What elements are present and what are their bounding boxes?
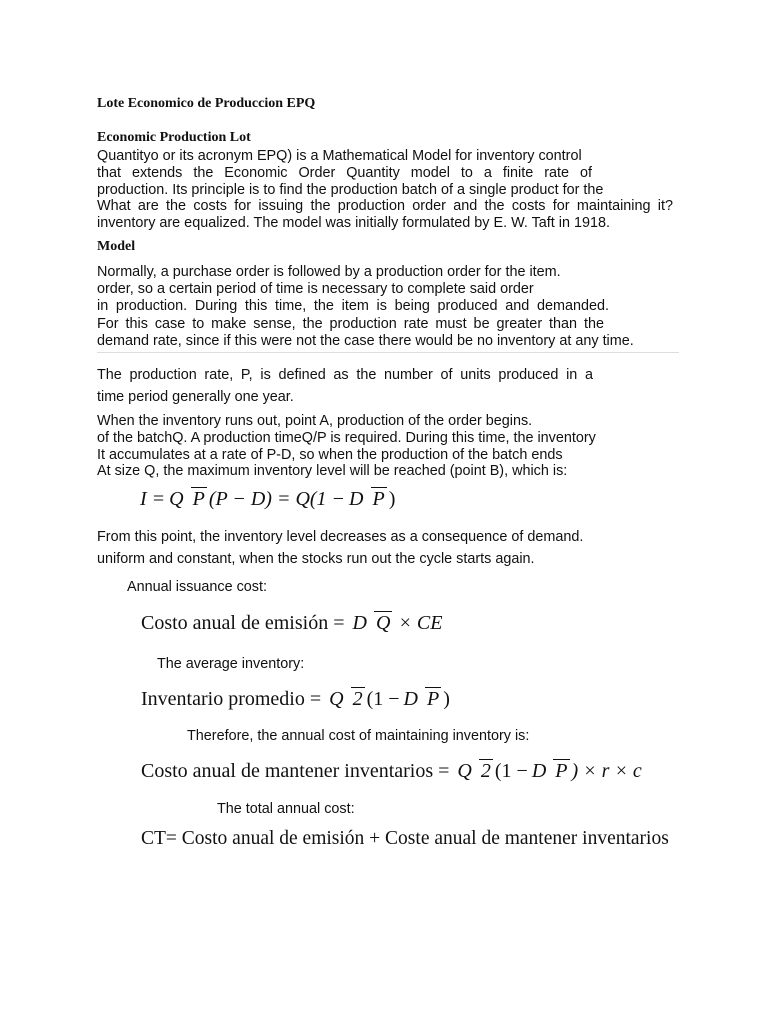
fraction-denominator: P — [372, 487, 385, 510]
batch-line: It accumulates at a rate of P-D, so when the production of the batch ends — [97, 447, 563, 463]
intro-line: Quantityo or its acronym EPQ) is a Mathematical Model for inventory control — [97, 148, 582, 164]
fraction-denominator: P — [192, 487, 205, 510]
demand-line: uniform and constant, when the stocks run out the cycle starts again. — [97, 551, 535, 567]
model-line: demand rate, since if this were not the case there would be no inventory at any time. — [97, 333, 634, 349]
formula-issuance — [141, 600, 442, 646]
formula-tail: ) — [443, 687, 450, 710]
formula-tail: × CE — [398, 611, 443, 634]
fraction-denominator: P — [426, 687, 440, 710]
fraction — [402, 688, 442, 711]
intro-line: that extends the Economic Order Quantity model to a finite rate of — [97, 165, 592, 181]
fraction-numerator: Q — [329, 687, 344, 710]
formula-max-inventory — [140, 477, 395, 521]
batch-line: When the inventory runs out, point A, production of the order begins. — [97, 413, 533, 429]
fraction — [530, 760, 570, 783]
fraction — [455, 760, 492, 783]
model-line: in production. During this time, the item is being produced and demanded. — [97, 298, 609, 314]
formula-middle: (1 − — [494, 759, 528, 782]
annual-issuance-label: Annual issuance cost: — [127, 579, 267, 595]
fraction-numerator: Q — [457, 759, 472, 782]
formula-lhs: Costo anual de mantener inventarios = — [141, 759, 450, 782]
formula-tail: ) × r × c — [571, 759, 642, 782]
model-line: Normally, a purchase order is followed by a production order for the item. — [97, 264, 561, 280]
fraction-denominator: 2 — [480, 759, 491, 782]
formula-tail: ) — [388, 487, 396, 510]
intro-heading: Economic Production Lot — [97, 130, 251, 145]
average-inventory-label: The average inventory: — [157, 656, 305, 672]
formula-middle: (P − D) = Q(1 − — [208, 487, 346, 510]
total-label: The total annual cost: — [217, 801, 355, 817]
fraction-numerator: D — [531, 759, 547, 782]
fraction-numerator: D — [349, 487, 364, 510]
formula-total: CT= Costo anual de emisión + Coste anual de mantener inventarios — [141, 828, 669, 849]
intro-line: inventory are equalized. The model was initially formulated by E. W. Taft in 1918. — [97, 215, 611, 231]
intro-line: production. Its principle is to find the production batch of a single product for the — [97, 182, 604, 198]
formula-middle: (1 − — [366, 687, 400, 710]
fraction-numerator: Q — [169, 487, 184, 510]
batch-line: At size Q, the maximum inventory level will be reached (point B), which is: — [97, 463, 568, 479]
formula-average-inventory — [141, 676, 450, 722]
fraction — [350, 612, 392, 635]
rate-line: The production rate, P, is defined as the number of units produced in a — [97, 367, 593, 383]
formula-lhs: Costo anual de emisión = — [141, 611, 345, 634]
fraction — [347, 488, 387, 511]
fraction-numerator: D — [352, 611, 367, 634]
demand-line: From this point, the inventory level decreases as a consequence of demand. — [97, 529, 584, 545]
fraction-denominator: Q — [375, 611, 391, 634]
fraction-numerator: D — [403, 687, 418, 710]
intro-line: What are the costs for issuing the production order and the costs for maintaining it? — [97, 198, 673, 214]
document-title: Lote Economico de Produccion EPQ — [97, 96, 316, 111]
batch-line: of the batchQ. A production timeQ/P is required. During this time, the inventory — [97, 430, 596, 446]
fraction-denominator: 2 — [352, 687, 363, 710]
maintain-label: Therefore, the annual cost of maintaining inventory is: — [187, 728, 530, 744]
rate-line: time period generally one year. — [97, 389, 294, 405]
model-line: order, so a certain period of time is necessary to complete said order — [97, 281, 534, 297]
formula-lhs: I = — [140, 487, 166, 510]
formula-maintain — [141, 748, 642, 794]
fraction — [327, 688, 364, 711]
fraction-denominator: P — [555, 759, 568, 782]
fraction — [167, 488, 207, 511]
formula-lhs: Inventario promedio = — [141, 687, 322, 710]
model-heading: Model — [97, 239, 136, 254]
model-line: For this case to make sense, the production rate must be greater than the — [97, 316, 604, 332]
horizontal-divider — [97, 352, 679, 353]
